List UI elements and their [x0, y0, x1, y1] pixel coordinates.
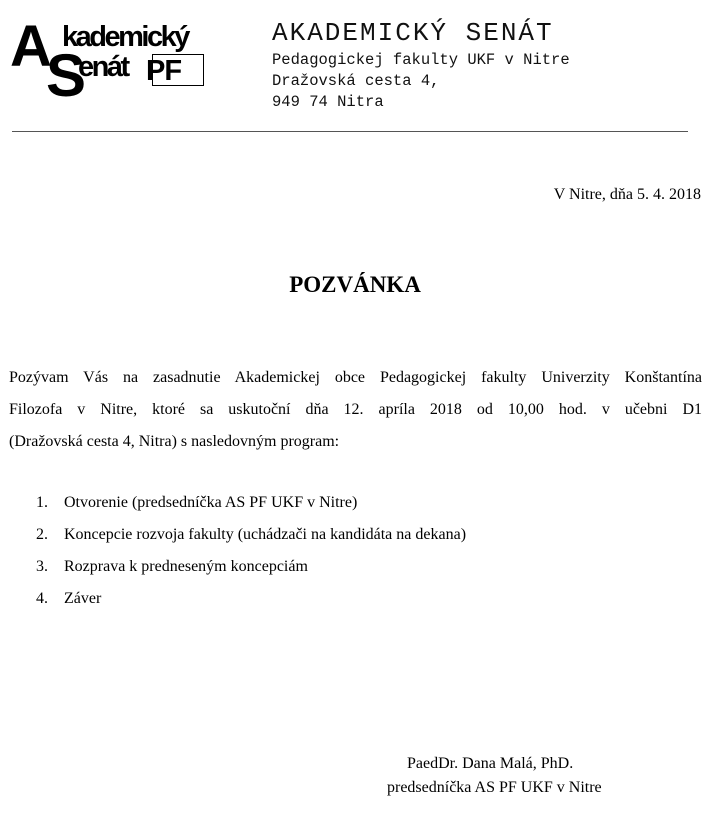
paragraph-line: Pozývam Vás na zasadnutie Akademickej obce Pedagogickej fakulty Univerzity Konštantína	[9, 369, 702, 386]
letterhead	[272, 18, 570, 113]
agenda-item-number: 1.	[36, 494, 48, 511]
logo-letter-s: S	[46, 42, 85, 109]
agenda-item-text: Otvorenie (predsedníčka AS PF UKF v Nitre)	[64, 494, 358, 511]
agenda-item	[36, 487, 466, 519]
logo-text-bottom: enát	[78, 51, 128, 83]
agenda-item-number: 4.	[36, 590, 48, 607]
letterhead-title: AKADEMICKÝ SENÁT	[272, 18, 554, 48]
agenda-item	[36, 519, 466, 551]
header-divider	[12, 131, 688, 132]
signatory-name: PaedDr. Dana Malá, PhD.	[407, 755, 574, 772]
agenda-item	[36, 583, 466, 615]
letterhead-faculty: Pedagogickej fakulty UKF v Nitre	[272, 51, 570, 69]
agenda-item-text: Rozprava k predneseným koncepciám	[64, 558, 308, 575]
agenda-item-text: Záver	[64, 590, 102, 607]
letterhead-street: Dražovská cesta 4,	[272, 72, 440, 90]
paragraph-line: (Dražovská cesta 4, Nitra) s nasledovným program:	[9, 433, 340, 450]
invitation-paragraph	[9, 362, 702, 458]
agenda-item	[36, 551, 466, 583]
agenda-list	[36, 487, 466, 615]
paragraph-line: Filozofa v Nitre, ktoré sa uskutoční dňa 12. apríla 2018 od 10,00 hod. v učebni D1	[9, 401, 702, 418]
agenda-item-text: Koncepcie rozvoja fakulty (uchádzači na kandidáta na dekana)	[64, 526, 467, 543]
document-title: POZVÁNKA	[289, 272, 421, 297]
signature-block	[387, 752, 602, 800]
agenda-item-number: 3.	[36, 558, 48, 575]
letterhead-city: 949 74 Nitra	[272, 93, 384, 111]
logo-text-top: kademický	[62, 21, 188, 53]
senate-logo	[8, 14, 208, 109]
logo-text-pf: PF	[146, 55, 182, 87]
document-date: V Nitre, dňa 5. 4. 2018	[553, 186, 701, 203]
signatory-role: predsedníčka AS PF UKF v Nitre	[387, 779, 602, 796]
agenda-item-number: 2.	[36, 526, 48, 543]
logo-letter-a: A	[10, 14, 50, 79]
